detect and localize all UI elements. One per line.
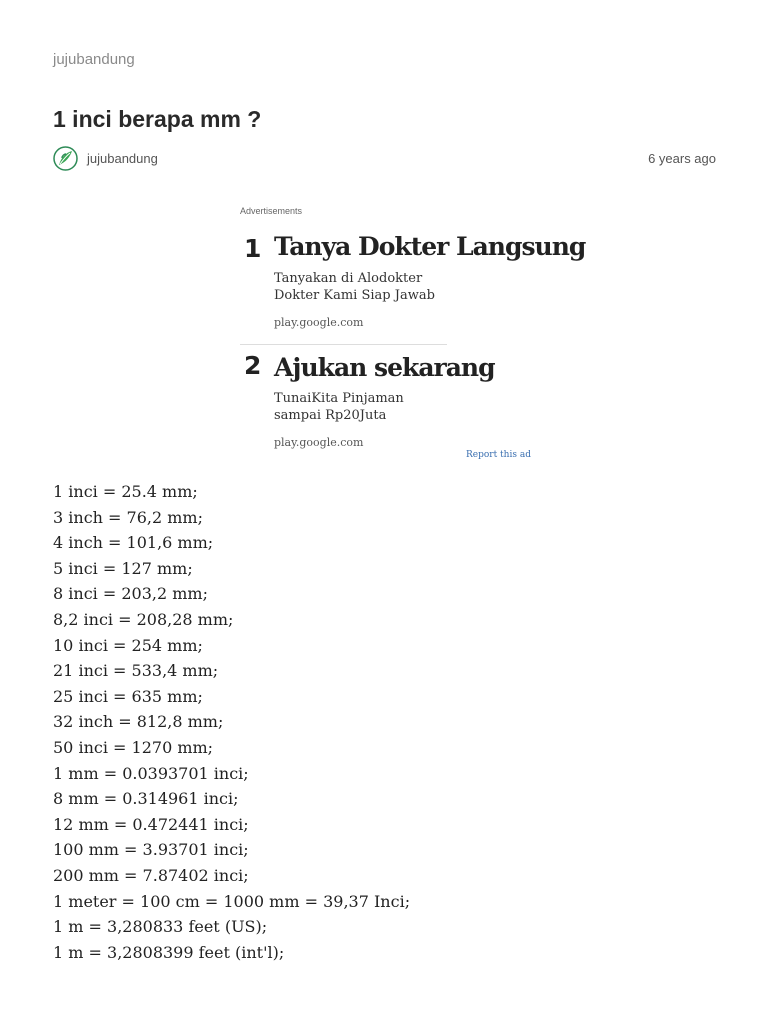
post-title: 1 inci berapa mm ? (53, 106, 262, 132)
ad-url[interactable]: play.google.com (274, 316, 364, 329)
ad-block (240, 206, 586, 466)
ad-description-line: TunaiKita Pinjaman (274, 391, 404, 406)
conversion-item: 100 mm = 3.93701 inci; (53, 840, 249, 860)
avatar[interactable] (53, 146, 78, 171)
conversion-item: 5 inci = 127 mm; (53, 558, 193, 578)
ad-description (274, 390, 404, 424)
conversion-item: 12 mm = 0.472441 inci; (53, 814, 249, 834)
conversion-list (53, 479, 410, 965)
conversion-item: 21 inci = 533,4 mm; (53, 661, 219, 681)
ad-card[interactable] (240, 344, 495, 455)
post-date: 6 years ago (648, 151, 716, 166)
ad-description-line: Tanyakan di Alodokter (274, 271, 423, 286)
conversion-item: 50 inci = 1270 mm; (53, 737, 214, 757)
conversion-item: 8,2 inci = 208,28 mm; (53, 609, 234, 629)
ad-headline[interactable]: Tanya Dokter Langsung (274, 232, 586, 261)
ad-headline[interactable]: Ajukan sekarang (274, 353, 495, 382)
author-name-link[interactable]: jujubandung (87, 151, 158, 166)
conversion-item: 1 inci = 25.4 mm; (53, 482, 198, 501)
conversion-item: 1 meter = 100 cm = 1000 mm = 39,37 Inci; (53, 891, 411, 911)
conversion-item: 1 m = 3,280833 feet (US); (53, 917, 268, 937)
conversion-item: 32 inch = 812,8 mm; (53, 712, 224, 732)
conversion-item: 1 mm = 0.0393701 inci; (53, 763, 249, 783)
ad-description (274, 270, 435, 304)
ad-label: Advertisements (240, 206, 303, 216)
ad-number: 1 (244, 234, 262, 263)
conversion-item: 10 inci = 254 mm; (53, 635, 203, 655)
post-meta (53, 146, 716, 172)
conversion-item: 25 inci = 635 mm; (53, 686, 203, 706)
leaf-logo-icon (53, 146, 78, 171)
report-ad-link[interactable]: Report this ad (466, 450, 531, 460)
conversion-item: 1 m = 3,2808399 feet (int'l); (53, 942, 285, 962)
conversion-item: 8 mm = 0.314961 inci; (53, 789, 239, 809)
ad-url[interactable]: play.google.com (274, 436, 364, 449)
site-name-link[interactable]: jujubandung (53, 51, 135, 68)
conversion-item: 3 inch = 76,2 mm; (53, 507, 203, 527)
ad-description-line: sampai Rp20Juta (274, 408, 387, 423)
conversion-item: 4 inch = 101,6 mm; (53, 533, 214, 553)
conversion-item: 8 inci = 203,2 mm; (53, 584, 208, 604)
ad-card[interactable] (240, 230, 586, 340)
ad-description-line: Dokter Kami Siap Jawab (274, 288, 435, 303)
conversion-item: 200 mm = 7.87402 inci; (53, 865, 249, 885)
ad-number: 2 (244, 351, 262, 380)
